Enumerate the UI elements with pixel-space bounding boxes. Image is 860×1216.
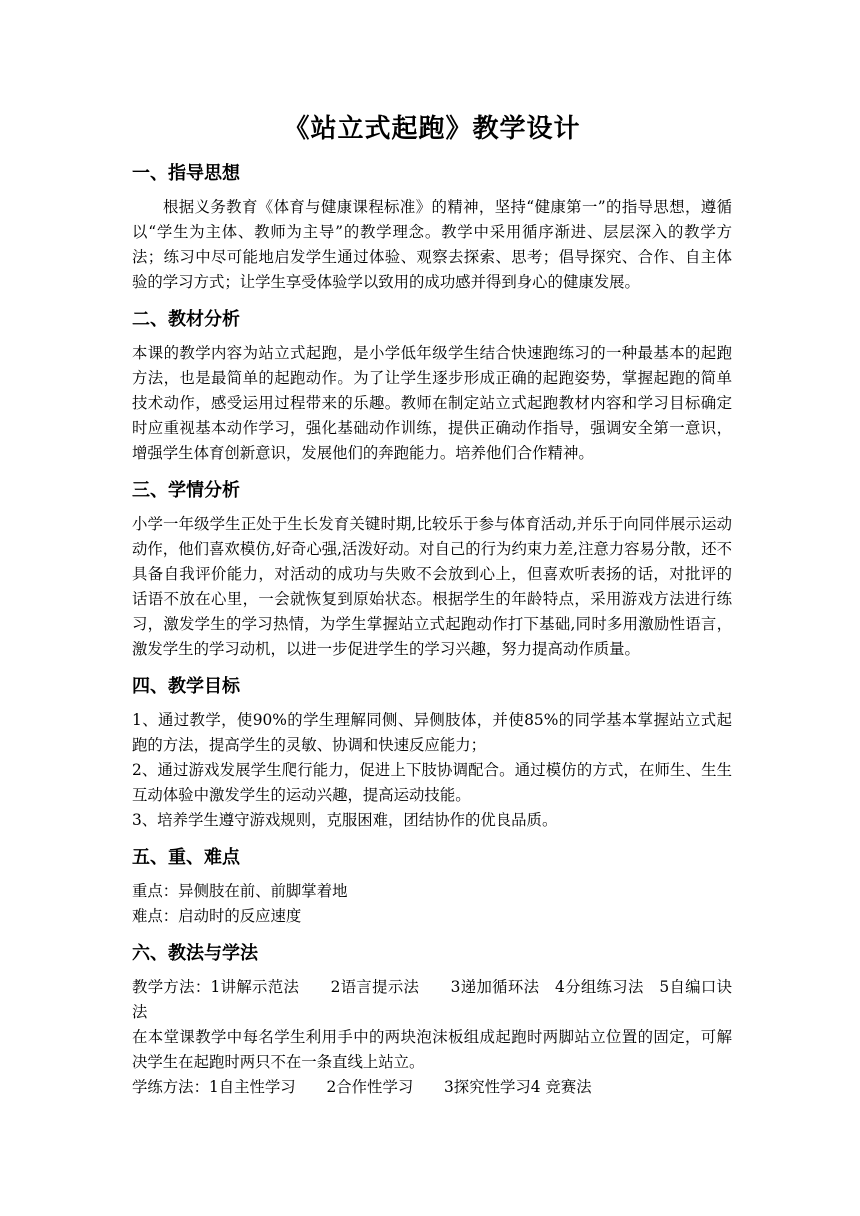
key-point: 重点：异侧肢在前、前脚掌着地 — [132, 882, 348, 900]
teaching-methods: 教学方法：1讲解示范法 2语言提示法 3递加循环法 4分组练习法 5自编口诀法 — [132, 978, 732, 1021]
goal-item: 3、培养学生遵守游戏规则，克服困难，团结协作的优良品质。 — [132, 811, 558, 829]
section-teaching-goals — [132, 674, 732, 833]
section-heading: 一、指导思想 — [132, 163, 240, 184]
section-paragraph: 根据义务教育《体育与健康课程标准》的精神，坚持“健康第一”的指导思想，遵循以“学生为主体、教师为主导”的教学理念。教学中采用循序渐进、层层深入的教学方法；练习中尽可能地启发学生通过体验、观察去探索、思考；倡导探究、合作、自主体验的学习方式；让学生享受体验学以致用的成功感并得到身心的健康发展。 — [132, 198, 732, 291]
section-guiding-thought — [132, 161, 732, 295]
learning-methods: 学练方法：1自主性学习 2合作性学习 3探究性学习4 竞赛法 — [132, 1078, 592, 1096]
goal-item: 1、通过教学，使90%的学生理解同侧、异侧肢体，并使85%的同学基本掌握站立式起跑的方法，提高学生的灵敏、协调和快速反应能力； — [132, 711, 732, 754]
goal-item: 2、通过游戏发展学生爬行能力，促进上下肢协调配合。通过模仿的方式，在师生、生生互动体验中激发学生的运动兴趣，提高运动技能。 — [132, 761, 732, 804]
section-learner-analysis — [132, 478, 732, 662]
section-material-analysis — [132, 307, 732, 466]
section-heading: 五、重、难点 — [132, 847, 240, 868]
section-methods — [132, 941, 732, 1100]
method-description: 在本堂课教学中每名学生利用手中的两块泡沫板组成起跑时两脚站立位置的固定，可解决学生在起跑时两只不在一条直线上站立。 — [132, 1028, 732, 1071]
section-paragraph: 本课的教学内容为站立式起跑，是小学低年级学生结合快速跑练习的一种最基本的起跑方法，也是最简单的起跑动作。为了让学生逐步形成正确的起跑姿势，掌握起跑的简单技术动作，感受运用过程带来的乐趣。教师在制定站立式起跑教材内容和学习目标确定时应重视基本动作学习，强化基础动作训练，提供正确动作指导，强调安全第一意识，增强学生体育创新意识，发展他们的奔跑能力。培养他们合作精神。 — [132, 344, 732, 462]
section-key-difficult-points — [132, 845, 732, 929]
document-title: 《站立式起跑》教学设计 — [283, 114, 581, 144]
section-paragraph: 小学一年级学生正处于生长发育关键时期,比较乐于参与体育活动,并乐于向同伴展示运动动作，他们喜欢模仿,好奇心强,活泼好动。对自己的行为约束力差,注意力容易分散，还不具备自我评价能力，对活动的成功与失败不会放到心上，但喜欢听表扬的话，对批评的话语不放在心里，一会就恢复到原始状态。根据学生的年龄特点，采用游戏方法进行练习，激发学生的学习热情，为学生掌握站立式起跑动作打下基础,同时多用激励性语言，激发学生的学习动机，以进一步促进学生的学习兴趣，努力提高动作质量。 — [132, 515, 732, 658]
section-heading: 三、学情分析 — [132, 480, 240, 501]
section-heading: 二、教材分析 — [132, 309, 240, 330]
section-heading: 四、教学目标 — [132, 676, 240, 697]
document-page — [132, 108, 732, 1100]
section-heading: 六、教法与学法 — [132, 943, 258, 964]
difficult-point: 难点：启动时的反应速度 — [132, 907, 302, 925]
